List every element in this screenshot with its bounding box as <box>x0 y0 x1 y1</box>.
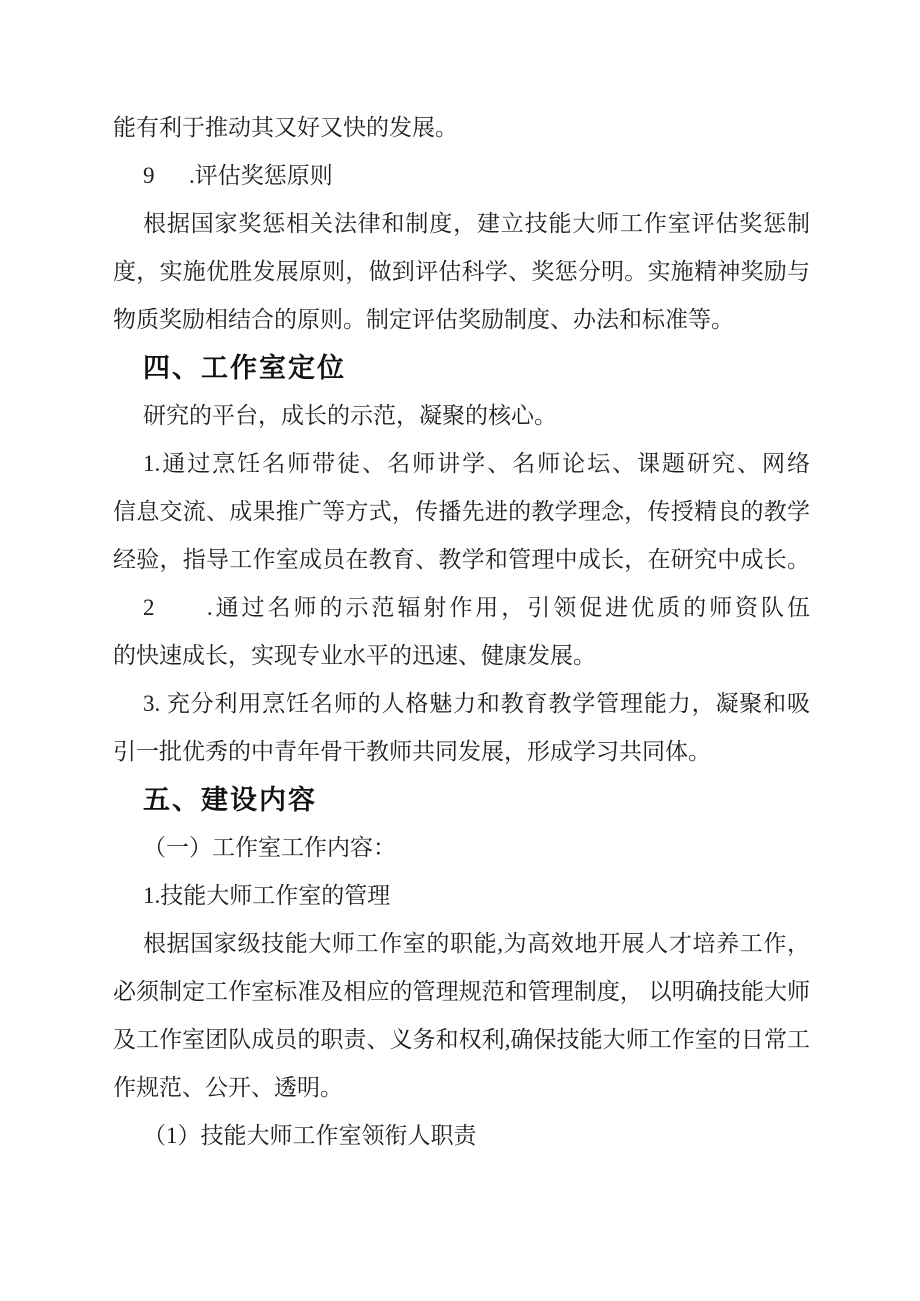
paragraph-platform-summary: 研究的平台，成长的示范，凝聚的核心。 <box>143 403 557 428</box>
subheading-studio-work-content: （一）工作室工作内容： <box>143 835 396 860</box>
paragraph-management-line-4: 作规范、公开、透明。 <box>113 1075 343 1100</box>
item-9-evaluation-principle: 9 .评估奖惩原则 <box>143 163 333 188</box>
paragraph-management-line-3: 及工作室团队成员的职责、义务和权利,确保技能大师工作室的日常工 <box>113 1027 810 1052</box>
paragraph-management-line-2: 必须制定工作室标准及相应的管理规范和管理制度， 以明确技能大师 <box>113 979 810 1004</box>
item-1-studio-management-title: 1.技能大师工作室的管理 <box>143 883 391 908</box>
heading-construction-content: 五、建设内容 <box>143 785 317 815</box>
item-1-master-teaching-line-3: 经验，指导工作室成员在教育、教学和管理中成长，在研究中成长。 <box>113 547 810 572</box>
paragraph-management-line-1: 根据国家级技能大师工作室的职能,为高效地开展人才培养工作， <box>143 931 810 956</box>
item-3-cohesion-line-2: 引一批优秀的中青年骨干教师共同发展，形成学习共同体。 <box>113 739 711 764</box>
paragraph-reward-system-line-1: 根据国家奖惩相关法律和制度，建立技能大师工作室评估奖惩制 <box>143 211 810 236</box>
paragraph-reward-system-line-2: 度，实施优胜发展原则，做到评估科学、奖惩分明。实施精神奖励与 <box>113 259 810 284</box>
item-2-demonstration-line-1: 2 .通过名师的示范辐射作用，引领促进优质的师资队伍 <box>143 595 810 620</box>
item-leader-duties-title: （1）技能大师工作室领衔人职责 <box>143 1123 477 1148</box>
paragraph-reward-system-line-3: 物质奖励相结合的原则。制定评估奖励制度、办法和标准等。 <box>113 307 734 332</box>
heading-studio-positioning: 四、工作室定位 <box>143 353 346 383</box>
item-1-master-teaching-line-2: 信息交流、成果推广等方式，传播先进的教学理念，传授精良的教学 <box>113 499 810 524</box>
item-2-demonstration-line-2: 的快速成长，实现专业水平的迅速、健康发展。 <box>113 643 596 668</box>
item-3-cohesion-line-1: 3. 充分利用烹饪名师的人格魅力和教育教学管理能力，凝聚和吸 <box>143 691 810 716</box>
paragraph-development-tail: 能有利于推动其又好又快的发展。 <box>113 115 458 140</box>
item-1-master-teaching-line-1: 1.通过烹饪名师带徒、名师讲学、名师论坛、课题研究、网络 <box>143 451 810 476</box>
document-page <box>113 104 810 1160</box>
